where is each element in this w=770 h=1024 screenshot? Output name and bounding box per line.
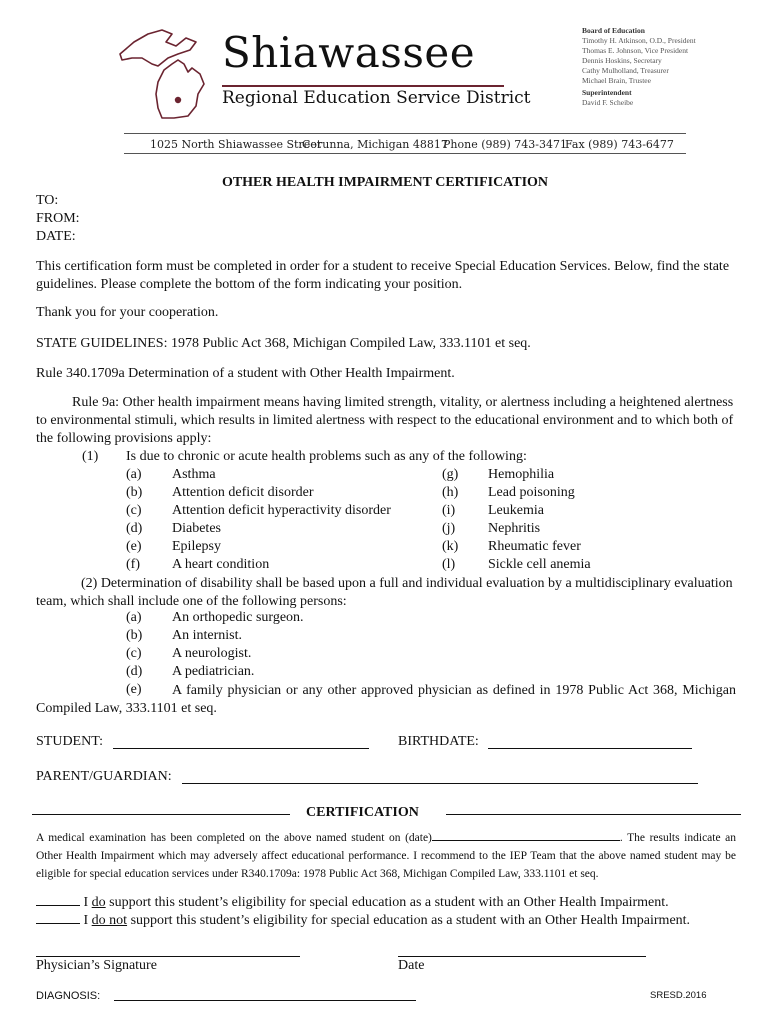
condition-letter: (e) (126, 539, 142, 554)
birthdate-label: BIRTHDATE: (398, 734, 479, 749)
student-label: STUDENT: (36, 734, 103, 749)
district-subtitle: Regional Education Service District (222, 88, 531, 108)
condition-text: Hemophilia (488, 467, 555, 482)
board-member: Cathy Mulholland, Treasurer (582, 66, 669, 75)
person-letter: (a) (126, 610, 142, 625)
not-support-pre: I (83, 913, 89, 928)
provision-2: (2) Determination of disability shall be based upon a full and individual evaluation by a multidisciplinary evaluation team, which shall include one of the following persons: (36, 576, 733, 609)
memo-from: FROM: (36, 211, 80, 226)
address: 1025 North Shiawassee Street (150, 138, 322, 151)
phone: Phone (989) 743-3471 (443, 138, 567, 151)
condition-letter: (l) (442, 557, 456, 572)
date-label: Date (398, 958, 425, 973)
condition-text: Rheumatic fever (488, 539, 581, 554)
certification-heading: CERTIFICATION (306, 805, 419, 820)
signature-label: Physician’s Signature (36, 958, 157, 973)
intro-paragraph: This certification form must be completed in order for a student to receive Special Education Services. Below, find the state guidelines. Please complete the bottom of the form indicating your position. (36, 259, 730, 292)
address-rule-top (124, 133, 686, 134)
michigan-logo (112, 24, 218, 124)
board-member: Michael Brain, Trustee (582, 76, 651, 85)
condition-text: Epilepsy (172, 539, 221, 554)
person-text: An internist. (172, 628, 242, 643)
not-support-statement (36, 911, 690, 929)
thanks-text: Thank you for your cooperation. (36, 305, 219, 320)
condition-letter: (f) (126, 557, 140, 572)
provision-1-text: Is due to chronic or acute health problems such as any of the following: (126, 449, 527, 464)
student-field[interactable] (113, 748, 369, 749)
condition-letter: (j) (442, 521, 456, 536)
condition-text: A heart condition (172, 557, 270, 572)
condition-text: Sickle cell anemia (488, 557, 591, 572)
birthdate-field[interactable] (488, 748, 692, 749)
condition-text: Nephritis (488, 521, 541, 536)
person-text: A neurologist. (172, 646, 252, 661)
cert-text-start: A medical examination has been completed on the above named student on (date) (36, 832, 432, 844)
support-check-field[interactable] (36, 893, 80, 906)
condition-text: Attention deficit disorder (172, 485, 314, 500)
support-pre: I (83, 895, 89, 910)
condition-letter: (k) (442, 539, 459, 554)
state-guidelines: STATE GUIDELINES: 1978 Public Act 368, Michigan Compiled Law, 333.1101 et seq. (36, 336, 531, 351)
person-letter: (d) (126, 664, 143, 679)
parent-label: PARENT/GUARDIAN: (36, 769, 172, 784)
person-text: A pediatrician. (172, 664, 255, 679)
provision-1-number: (1) (82, 449, 99, 464)
cert-rule-left (32, 814, 290, 815)
parent-field[interactable] (182, 783, 698, 784)
person-letter: (b) (126, 628, 143, 643)
form-title: OTHER HEALTH IMPAIRMENT CERTIFICATION (221, 175, 549, 190)
condition-letter: (i) (442, 503, 456, 518)
board-member: Thomas E. Johnson, Vice President (582, 46, 689, 55)
condition-text: Lead poisoning (488, 485, 575, 500)
form-code: SRESD.2016 (650, 990, 707, 1001)
not-support-post: support this student’s eligibility for special education as a student with an Other Health Impairment. (130, 913, 691, 928)
support-do: do (91, 895, 106, 910)
diagnosis-label: DIAGNOSIS: (36, 990, 101, 1002)
condition-text: Attention deficit hyperactivity disorder (172, 503, 391, 518)
memo-date: DATE: (36, 229, 76, 244)
condition-letter: (d) (126, 521, 143, 536)
person-letter: (c) (126, 646, 142, 661)
brand-rule (222, 85, 504, 87)
condition-text: Leukemia (488, 503, 544, 518)
superintendent-name: David F. Scheibe (582, 98, 634, 107)
condition-text: Diabetes (172, 521, 221, 536)
city: Corunna, Michigan 48817 (302, 138, 448, 151)
not-support-check-field[interactable] (36, 911, 80, 924)
support-post: support this student’s eligibility for special education as a student with an Other Health Impairment. (109, 895, 669, 910)
diagnosis-field[interactable] (114, 1000, 416, 1001)
board-list (582, 26, 696, 108)
address-rule-bottom (124, 153, 686, 154)
board-member: Timothy H. Atkinson, O.D., President (582, 36, 696, 45)
condition-letter: (c) (126, 503, 142, 518)
cert-rule-right (446, 814, 741, 815)
condition-letter: (a) (126, 467, 142, 482)
person-letter: (e) (126, 682, 142, 697)
memo-to: TO: (36, 193, 59, 208)
condition-letter: (b) (126, 485, 143, 500)
support-statement (36, 893, 669, 911)
person-text: An orthopedic surgeon. (172, 610, 304, 625)
district-name: Shiawassee (222, 28, 476, 77)
superintendent-heading: Superintendent (582, 88, 632, 97)
board-heading: Board of Education (582, 26, 645, 35)
date-line[interactable] (398, 956, 646, 957)
signature-line[interactable] (36, 956, 300, 957)
certification-text (36, 828, 736, 883)
exam-date-field[interactable] (432, 828, 620, 841)
cert-text-end: . The results indicate an Other Health Impairment which may adversely affect educational performance. I recommend to the IEP Team that the above named student may be eligible for special education services under R340.1709a: 1978 Public Act 368, Michigan Compiled Law, 333.1101 et seq. (36, 832, 736, 880)
condition-letter: (g) (442, 467, 459, 482)
not-support-do-not: do not (91, 913, 128, 928)
rule-heading: Rule 340.1709a Determination of a student with Other Health Impairment. (36, 366, 455, 381)
person-e-text: A family physician or any other approved physician as defined in 1978 Public Act 368, Michigan Compiled Law, 333.1101 et seq. (36, 683, 736, 716)
condition-letter: (h) (442, 485, 459, 500)
board-member: Dennis Hoskins, Secretary (582, 56, 662, 65)
rule-9a: Rule 9a: Other health impairment means having limited strength, vitality, or alertness including a heightened alertness to environmental stimuli, which results in limited alertness with respect to the educational environment and to which both of the following provisions apply: (36, 395, 734, 446)
condition-text: Asthma (172, 467, 216, 482)
fax: Fax (989) 743-6477 (565, 138, 674, 151)
